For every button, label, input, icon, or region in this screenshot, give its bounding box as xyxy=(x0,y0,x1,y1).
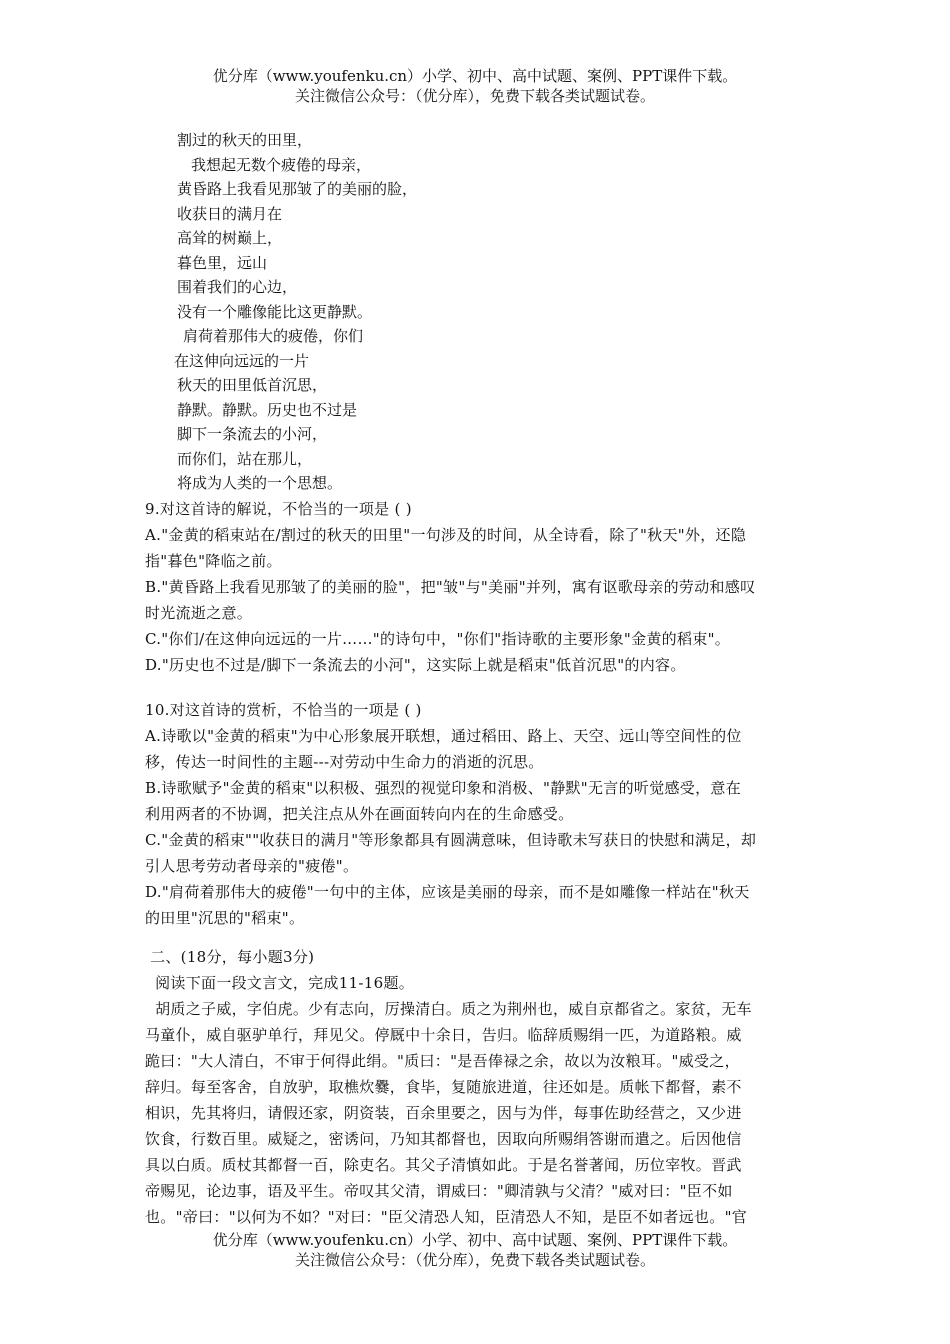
question-10-option-c: C."金黄的稻束""收获日的满月"等形象都具有圆满意味，但诗歌未写获日的快慰和满足，却 xyxy=(145,831,757,849)
question-9-option-d: D."历史也不过是/脚下一条流去的小河"，这实际上就是稻束"低首沉思"的内容。 xyxy=(145,656,686,674)
passage-line: 相识，先其将归，请假还家，阴资装，百余里要之，因与为伴，每事佐助经营之，又少进 xyxy=(145,1104,742,1122)
page-footer xyxy=(0,1230,950,1270)
poem-line: 将成为人类的一个思想。 xyxy=(177,474,343,492)
passage-line: 马童仆，威自驱驴单行，拜见父。停厩中十余日，告归。临辞质赐绢一匹，为道路粮。威 xyxy=(145,1026,742,1044)
page-header xyxy=(0,66,950,106)
section-2-title: 二、(18分，每小题3分) xyxy=(145,948,315,966)
poem-line: 高耸的树巅上， xyxy=(177,229,283,247)
question-10-option-d-cont: 的田里"沉思的"稻束"。 xyxy=(145,909,305,927)
poem-line: 我想起无数个疲倦的母亲， xyxy=(191,155,372,174)
question-9 xyxy=(145,496,807,678)
passage-line: 帝赐见，论边事，语及平生。帝叹其父清，谓威曰："卿清孰与父清？"威对曰："臣不如 xyxy=(145,1182,733,1200)
footer-line-1: 优分库（www.youfenku.cn）小学、初中、高中试题、案例、PPT课件下载。 xyxy=(212,1231,738,1249)
poem-line: 在这伸向远远的一片 xyxy=(174,351,310,370)
question-9-option-b-cont: 时光流逝之意。 xyxy=(145,604,253,622)
poem-line: 暮色里，远山 xyxy=(177,253,268,272)
question-10-option-d: D."肩荷着那伟大的疲倦"一句中的主体，应该是美丽的母亲，而不是如雕像一样站在"秋天 xyxy=(145,883,750,901)
poem-line: 割过的秋天的田里， xyxy=(177,131,313,149)
poem-line: 围着我们的心边， xyxy=(177,278,298,296)
question-10 xyxy=(145,697,807,931)
poem-line: 而你们，站在那儿， xyxy=(177,449,313,468)
question-9-option-b: B."黄昏路上我看见那皱了的美丽的脸"，把"皱"与"美丽"并列，寓有讴歌母亲的劳动和感叹 xyxy=(145,578,756,596)
question-10-option-b: B.诗歌赋予"金黄的稻束"以积极、强烈的视觉印象和消极、"静默"无言的听觉感受，意在 xyxy=(145,779,741,797)
passage-line: 也。"帝曰："以何为不如？"对曰："臣父清恐人知，臣清恐人不知，是臣不如者远也。"官 xyxy=(145,1208,748,1226)
poem-line: 静默。静默。历史也不过是 xyxy=(177,400,358,419)
poem-line: 脚下一条流去的小河， xyxy=(177,425,328,443)
question-9-option-a-cont: 指"暮色"降临之前。 xyxy=(145,552,282,570)
header-line-2: 关注微信公众号：（优分库），免费下载各类试题试卷。 xyxy=(294,87,655,105)
question-9-stem: 9.对这首诗的解说，不恰当的一项是 ( ) xyxy=(145,500,412,518)
passage-line: 跪曰："大人清白，不审于何得此绢。"质曰："是吾俸禄之余，故以为汝粮耳。"威受之， xyxy=(145,1052,740,1070)
question-10-option-a: A.诗歌以"金黄的稻束"为中心形象展开联想，通过稻田、路上、天空、远山等空间性的位 xyxy=(145,727,742,745)
section-2 xyxy=(145,944,807,1230)
question-10-option-b-cont: 利用两者的不协调，把关注点从外在画面转向内在的生命感受。 xyxy=(145,805,574,823)
passage-line: 饮食，行数百里。威疑之，密诱问，乃知其都督也，因取向所赐绢答谢而遣之。后因他信 xyxy=(145,1130,742,1148)
question-10-stem: 10.对这首诗的赏析，不恰当的一项是 ( ) xyxy=(145,701,422,719)
section-2-intro: 阅读下面一段文言文，完成11-16题。 xyxy=(145,974,415,992)
poem-line: 秋天的田里低首沉思， xyxy=(177,376,328,394)
question-10-option-c-cont: 引人思考劳动者母亲的"疲倦"。 xyxy=(145,857,359,875)
header-line-1: 优分库（www.youfenku.cn）小学、初中、高中试题、案例、PPT课件下载。 xyxy=(212,67,738,85)
question-9-option-a: A."金黄的稻束站在/割过的秋天的田里"一句涉及的时间，从全诗看，除了"秋天"外，还隐 xyxy=(145,526,747,544)
question-10-option-a-cont: 移，传达一时间性的主题---对劳动中生命力的消逝的沉思。 xyxy=(145,753,544,771)
passage-line: 胡质之子威，字伯虎。少有志向，厉操清白。质之为荆州也，威自京都省之。家贫，无车 xyxy=(145,1000,752,1018)
poem-line: 没有一个雕像能比这更静默。 xyxy=(177,302,373,321)
question-9-option-c: C."你们/在这伸向远远的一片……"的诗句中，"你们"指诗歌的主要形象"金黄的稻束"。 xyxy=(145,630,731,648)
poem-line: 肩荷着那伟大的疲倦，你们 xyxy=(183,327,364,345)
passage-line: 具以白质。质杖其都督一百，除吏名。其父子清慎如此。于是名誉著闻，历位宰牧。晋武 xyxy=(145,1156,742,1174)
passage-line: 辞归。每至客舍，自放驴，取樵炊爨，食毕，复随旅进道，往还如是。质帐下都督，素不 xyxy=(145,1078,742,1096)
poem-line: 收获日的满月在 xyxy=(177,204,283,223)
poem-line: 黄昏路上我看见那皱了的美丽的脸， xyxy=(177,180,418,198)
footer-line-2: 关注微信公众号：（优分库），免费下载各类试题试卷。 xyxy=(294,1251,655,1269)
